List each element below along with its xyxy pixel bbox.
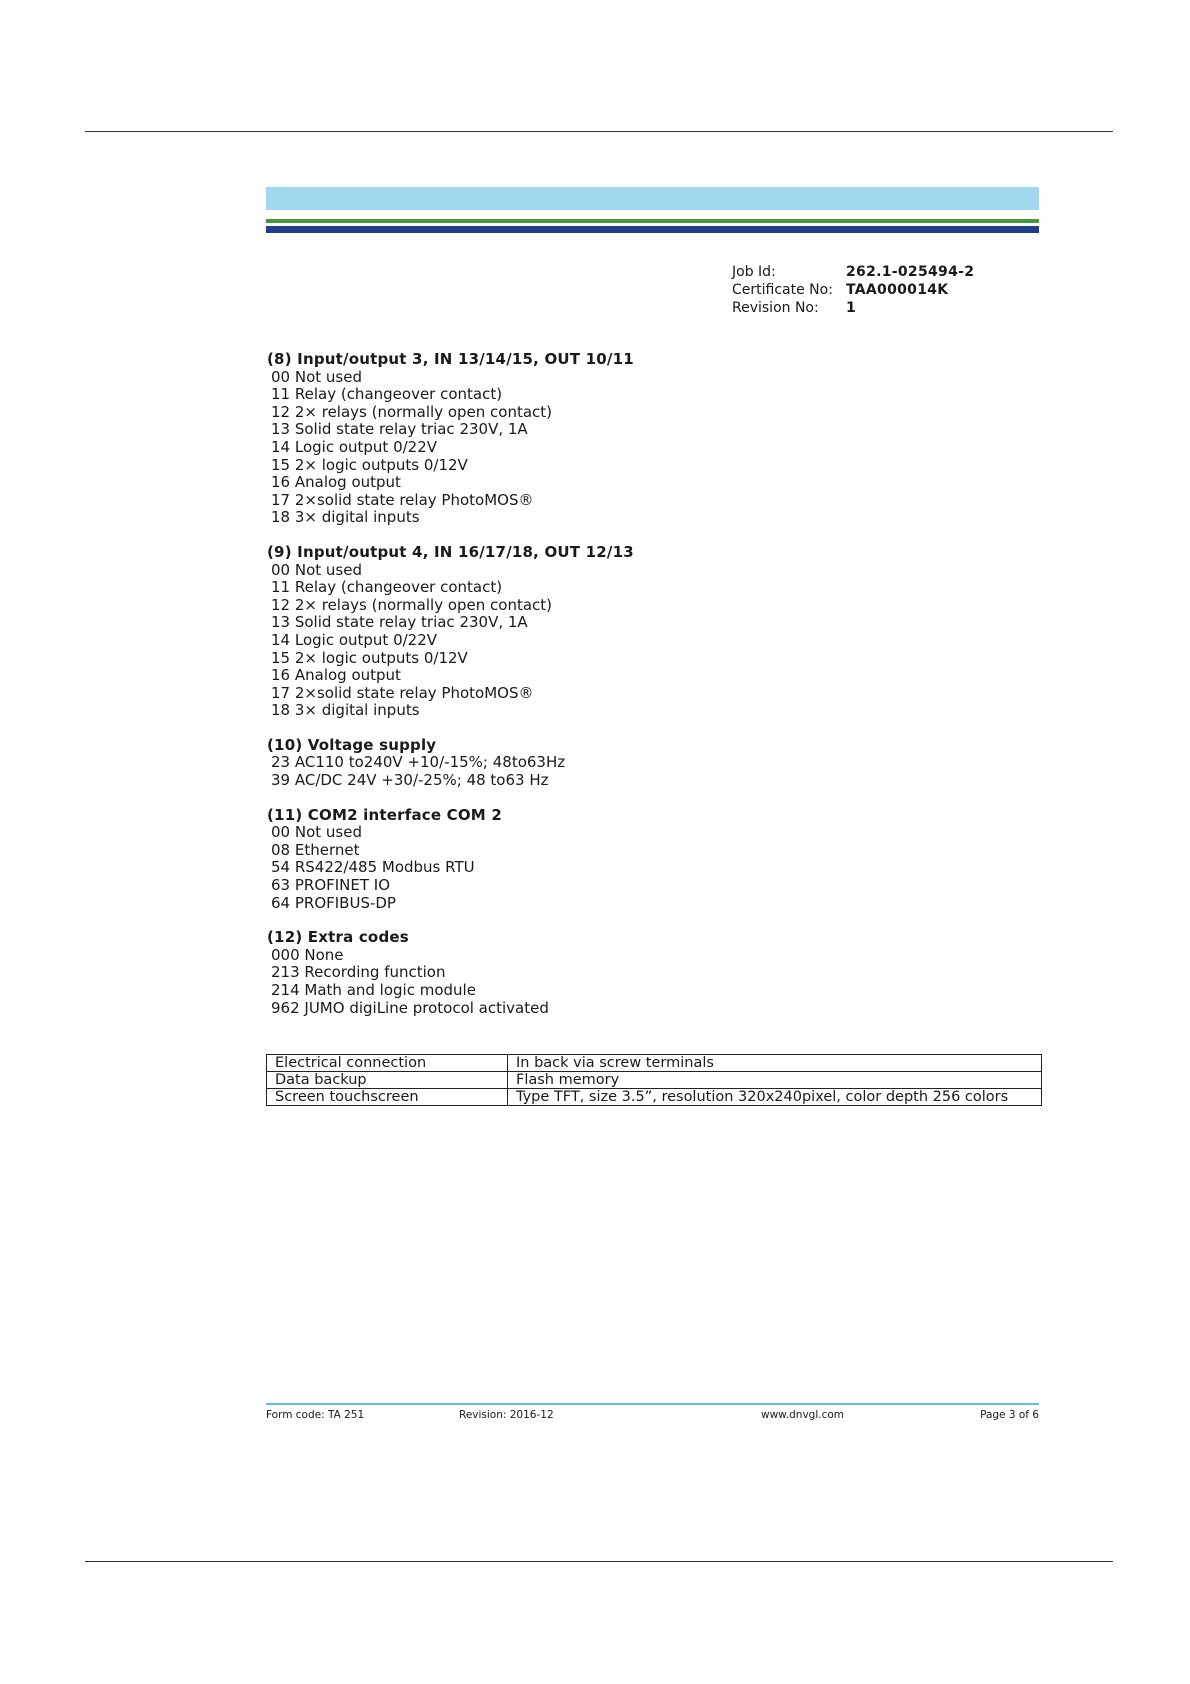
header-band-dark-blue xyxy=(266,226,1039,233)
revision-row xyxy=(732,299,974,317)
spec-value: Flash memory xyxy=(508,1072,1042,1089)
table-row xyxy=(267,1055,1042,1072)
document-meta xyxy=(732,263,974,317)
job-id-row xyxy=(732,263,974,281)
job-id-label: Job Id: xyxy=(732,264,776,280)
section-title: (12) Extra codes xyxy=(267,928,409,947)
option-item: 17 2×solid state relay PhotoMOS® xyxy=(271,490,534,509)
section-title: (9) Input/output 4, IN 16/17/18, OUT 12/13 xyxy=(267,542,634,561)
option-item: 962 JUMO digiLine protocol activated xyxy=(271,998,549,1017)
header-color-band xyxy=(266,187,1039,233)
page-top-rule xyxy=(85,131,1113,132)
option-item: 17 2×solid state relay PhotoMOS® xyxy=(271,683,534,702)
option-item: 16 Analog output xyxy=(271,473,401,492)
option-item: 13 Solid state relay triac 230V, 1A xyxy=(271,420,528,439)
option-item: 14 Logic output 0/22V xyxy=(271,437,438,456)
section-title: (10) Voltage supply xyxy=(267,735,437,754)
certificate-label: Certificate No: xyxy=(732,282,833,298)
spec-label: Electrical connection xyxy=(267,1055,508,1072)
spec-label: Data backup xyxy=(267,1072,508,1089)
footer-revision: Revision: 2016-12 xyxy=(459,1408,554,1421)
section xyxy=(267,351,1007,527)
section xyxy=(267,807,1007,913)
section xyxy=(267,737,1007,790)
certificate-row xyxy=(732,281,974,299)
specs-table xyxy=(266,1054,1042,1106)
spec-label: Screen touchscreen xyxy=(267,1089,508,1106)
option-item: 214 Math and logic module xyxy=(271,981,476,999)
option-item: 08 Ethernet xyxy=(271,840,360,859)
page-bottom-rule xyxy=(85,1561,1113,1562)
section-title: (8) Input/output 3, IN 13/14/15, OUT 10/11 xyxy=(267,350,634,368)
option-item: 213 Recording function xyxy=(271,963,446,982)
certificate-value: TAA000014K xyxy=(846,282,949,298)
option-item: 23 AC110 to240V +10/-15%; 48to63Hz xyxy=(271,753,566,772)
spec-value: Type TFT, size 3.5”, resolution 320x240pixel, color depth 256 colors xyxy=(508,1089,1042,1106)
option-item: 63 PROFINET IO xyxy=(271,876,391,895)
option-item: 39 AC/DC 24V +30/-25%; 48 to63 Hz xyxy=(271,771,549,790)
footer-website: www.dnvgl.com xyxy=(761,1408,845,1421)
option-item: 15 2× logic outputs 0/12V xyxy=(271,455,468,474)
footer-form-code: Form code: TA 251 xyxy=(266,1408,365,1421)
option-item: 00 Not used xyxy=(271,367,362,386)
option-item: 64 PROFIBUS-DP xyxy=(271,893,396,912)
section xyxy=(267,544,1007,720)
section xyxy=(267,929,1007,1017)
section-title: (11) COM2 interface COM 2 xyxy=(267,805,502,824)
option-item: 18 3× digital inputs xyxy=(271,508,420,527)
option-item: 13 Solid state relay triac 230V, 1A xyxy=(271,613,528,632)
footer-rule xyxy=(266,1403,1039,1405)
page-footer xyxy=(266,1403,1039,1425)
option-item: 00 Not used xyxy=(271,823,362,842)
revision-label: Revision No: xyxy=(732,300,819,316)
option-item: 12 2× relays (normally open contact) xyxy=(271,402,553,421)
option-item: 16 Analog output xyxy=(271,666,401,685)
job-id-value: 262.1-025494-2 xyxy=(846,264,975,280)
revision-value: 1 xyxy=(846,300,857,316)
header-band-light-blue xyxy=(266,187,1039,210)
option-item: 14 Logic output 0/22V xyxy=(271,630,438,649)
option-item: 15 2× logic outputs 0/12V xyxy=(271,648,468,667)
option-item: 12 2× relays (normally open contact) xyxy=(271,595,553,614)
footer-page-number: Page 3 of 6 xyxy=(980,1408,1039,1421)
option-item: 00 Not used xyxy=(271,560,362,579)
table-row xyxy=(267,1089,1042,1106)
option-item: 11 Relay (changeover contact) xyxy=(271,385,503,404)
table-row xyxy=(267,1072,1042,1089)
option-item: 18 3× digital inputs xyxy=(271,701,420,720)
order-code-sections xyxy=(267,351,1007,1034)
option-item: 11 Relay (changeover contact) xyxy=(271,578,503,597)
option-item: 000 None xyxy=(271,945,344,964)
spec-value: In back via screw terminals xyxy=(508,1055,1042,1072)
option-item: 54 RS422/485 Modbus RTU xyxy=(271,858,475,877)
